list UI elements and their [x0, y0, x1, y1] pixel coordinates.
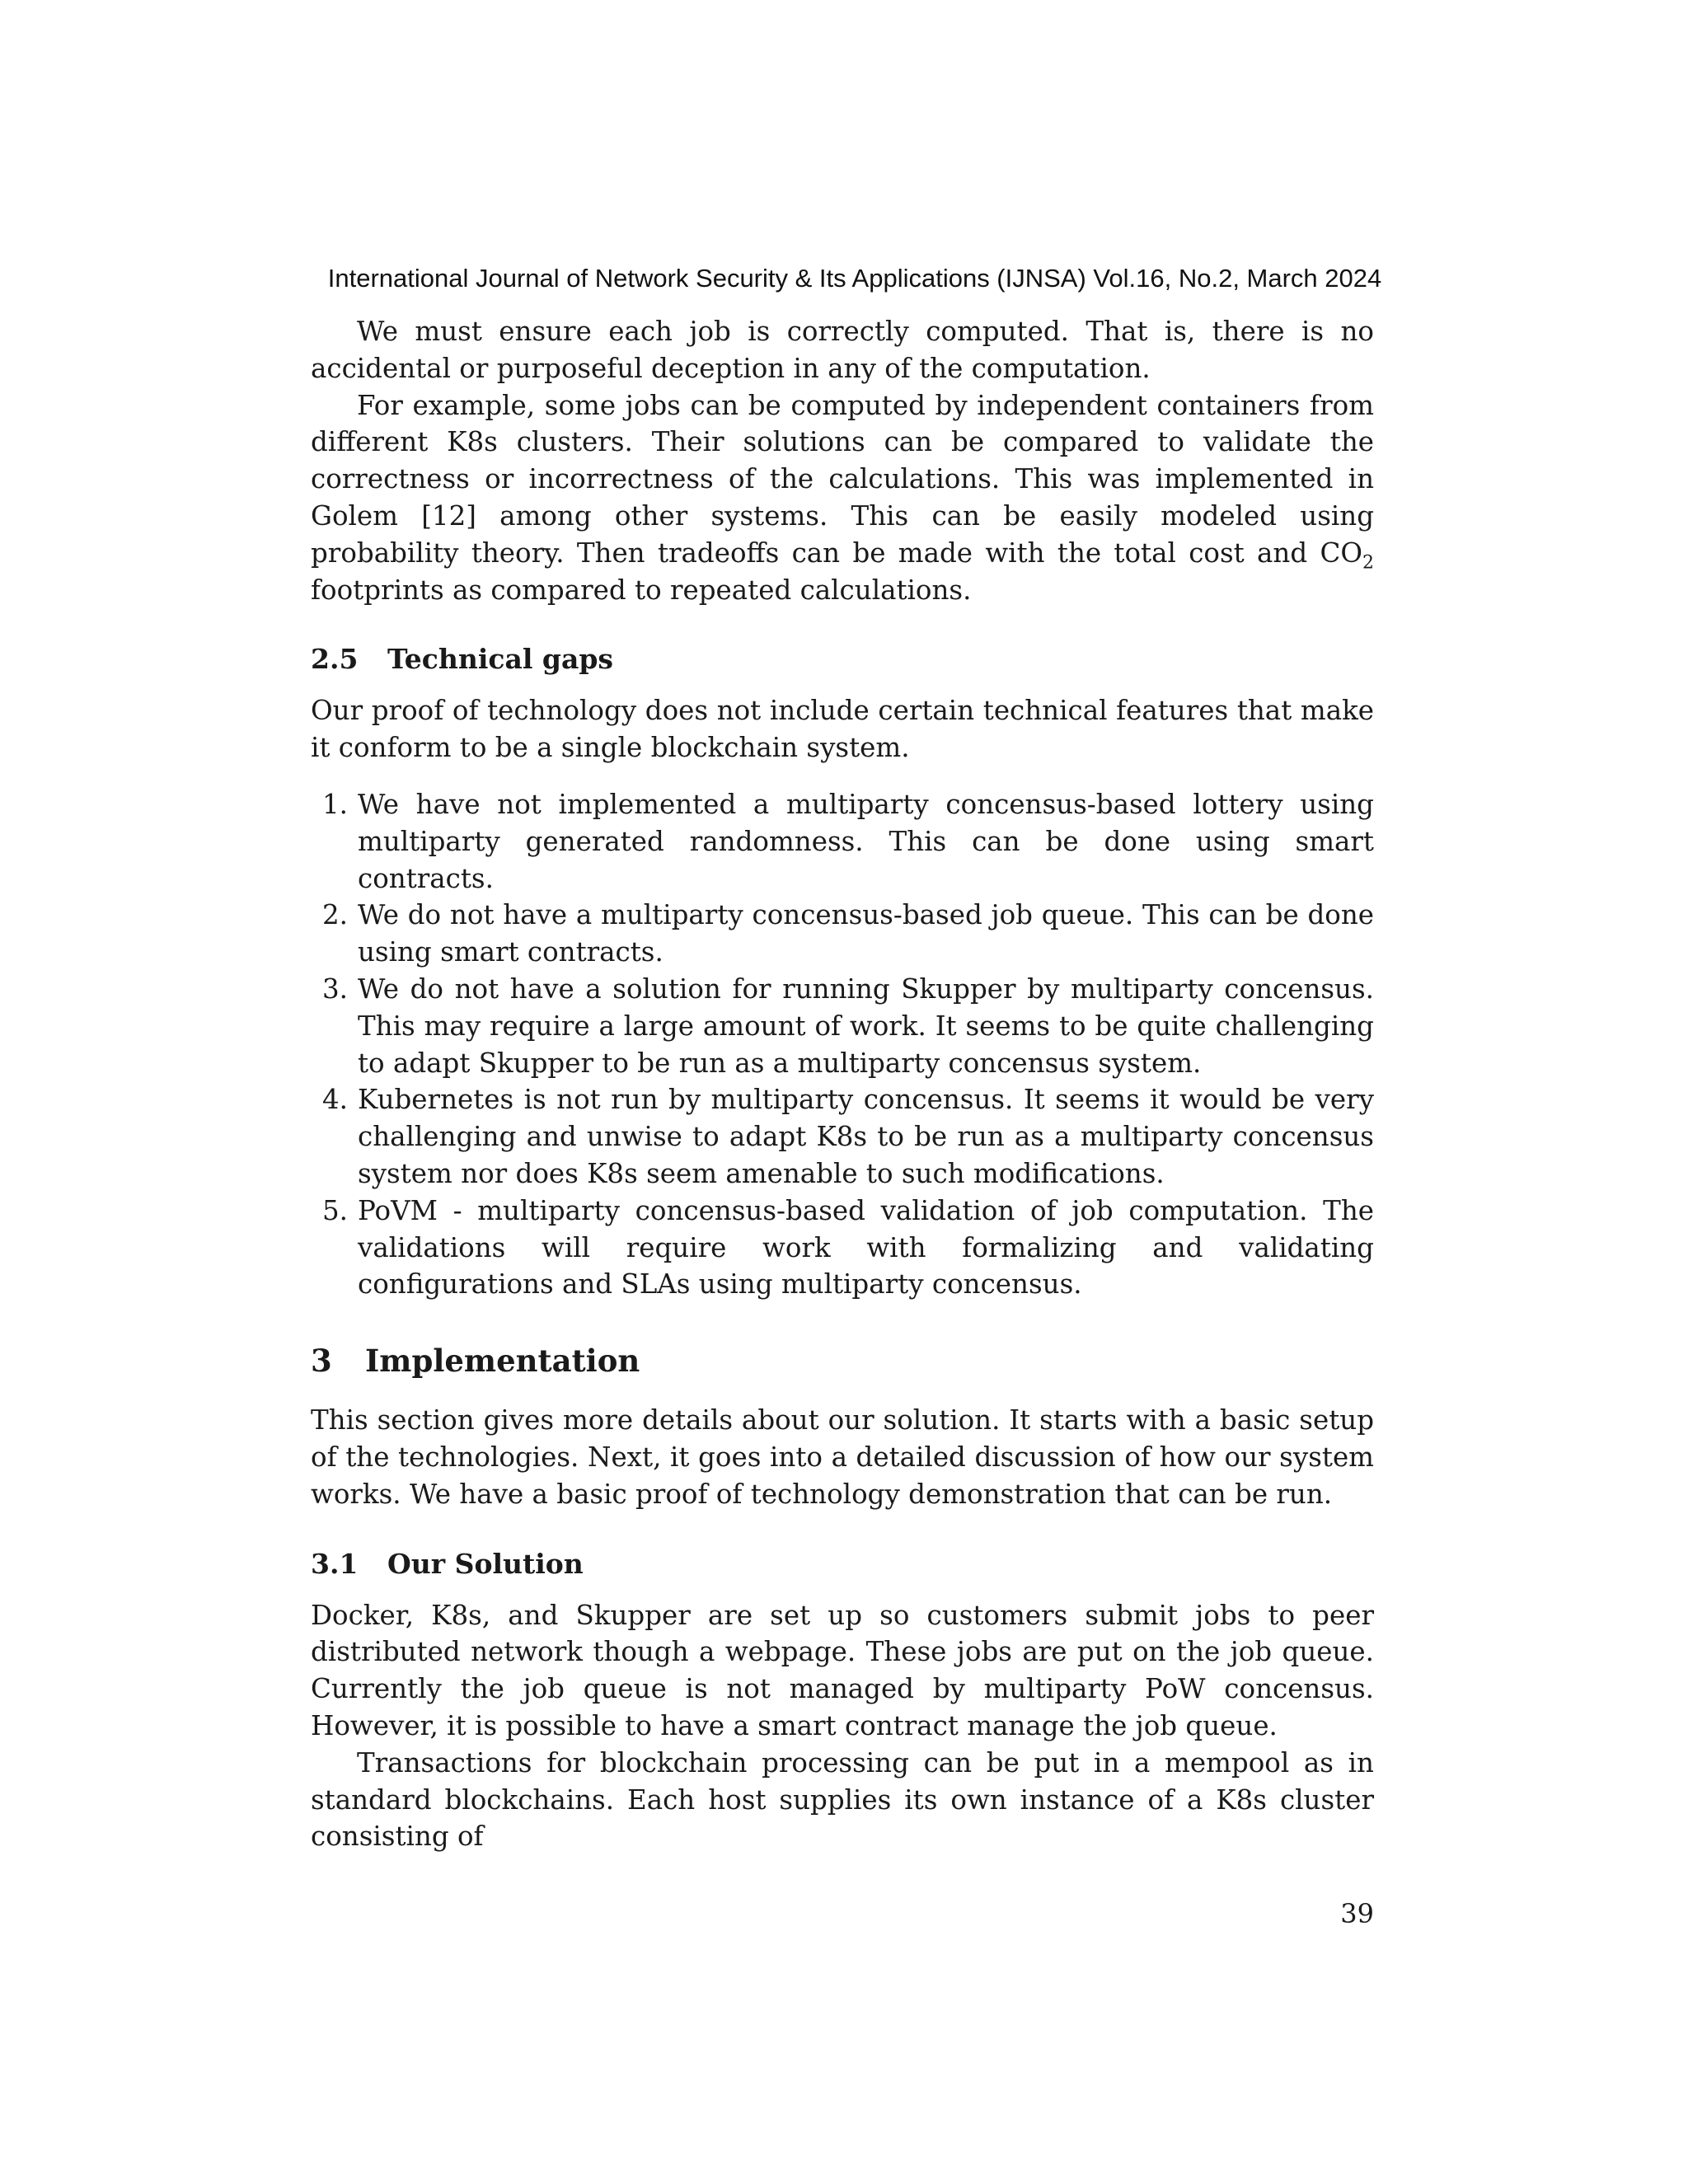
intro-paragraph-2-tail: footprints as compared to repeated calculations.: [311, 574, 972, 606]
list-item-text: PoVM - multiparty concensus-based validation of job computation. The validations will require work with formalizing and validating configurations and SLAs using multiparty concensus.: [358, 1194, 1374, 1301]
section-number: 2.5: [311, 643, 359, 676]
list-item-text: We do not have a solution for running Skupper by multiparty concensus. This may require a large amount of work. It seems to be quite challenging to adapt Skupper to be run as a multiparty concensus system.: [358, 972, 1374, 1079]
section-3-1-paragraph-1: Docker, K8s, and Skupper are set up so customers submit jobs to peer distributed network though a webpage. These jobs are put on the job queue. Currently the job queue is not managed by multiparty PoW concensus. However, it is possible to have a smart contract manage the job queue.: [311, 1599, 1374, 1741]
list-marker: 3.: [321, 972, 348, 1005]
list-item: [321, 786, 1374, 897]
page-body: [311, 313, 1374, 1855]
section-2-5-intro: Our proof of technology does not include certain technical features that make it conform to be a single blockchain system.: [311, 695, 1374, 764]
list-marker: 4.: [321, 1084, 348, 1116]
section-2-5-heading: [311, 641, 1374, 677]
section-3-1-heading: [311, 1546, 1374, 1582]
intro-paragraph-2-text: For example, some jobs can be computed by independent containers from different K8s clusters. Their solutions can be compared to validate the correctness or incorrectness of the calculations. This was implemented in Golem [12] among other systems. This can be easily modeled using probability theory. Then tradeoffs can be made with the total cost and CO: [311, 389, 1374, 569]
list-item: [321, 897, 1374, 971]
list-marker: 2.: [321, 899, 348, 931]
list-item-text: Kubernetes is not run by multiparty concensus. It seems it would be very challenging and unwise to adapt K8s to be run as a multiparty concensus system nor does K8s seem amenable to such modifications.: [358, 1084, 1374, 1189]
section-title: Our Solution: [387, 1547, 584, 1580]
list-marker: 5.: [321, 1194, 348, 1226]
section-3-1-paragraph-2: Transactions for blockchain processing can be put in a mempool as in standard blockchains. Each host supplies its own instance of a K8s cluster consisting of: [311, 1746, 1374, 1853]
list-item: [321, 1081, 1374, 1192]
list-item-text: We have not implemented a multiparty concensus-based lottery using multiparty generated randomness. This can be done using smart contracts.: [358, 788, 1374, 894]
list-item-text: We do not have a multiparty concensus-based job queue. This can be done using smart contracts.: [358, 899, 1374, 968]
list-marker: 1.: [321, 788, 348, 820]
list-item: [321, 1193, 1374, 1303]
section-3-heading: [311, 1341, 1374, 1380]
section-title: Implementation: [365, 1343, 640, 1380]
intro-paragraph-1: We must ensure each job is correctly computed. That is, there is no accidental or purposeful deception in any of the computation.: [311, 316, 1374, 384]
section-number: 3.1: [311, 1547, 359, 1580]
co2-subscript: 2: [1362, 552, 1374, 574]
intro-paragraph-2: [311, 387, 1374, 609]
page-number: 39: [1340, 1898, 1374, 1929]
technical-gaps-list: [311, 786, 1374, 1303]
section-number: 3: [311, 1343, 332, 1380]
section-3-body: This section gives more details about our solution. It starts with a basic setup of the technologies. Next, it goes into a detailed discussion of how our system works. We have a basic proof of technology demonstration that can be run.: [311, 1404, 1374, 1510]
running-header: International Journal of Network Security & Its Applications (IJNSA) Vol.16, No.2, March 2024: [327, 264, 1382, 293]
section-title: Technical gaps: [387, 643, 613, 676]
list-item: [321, 971, 1374, 1081]
